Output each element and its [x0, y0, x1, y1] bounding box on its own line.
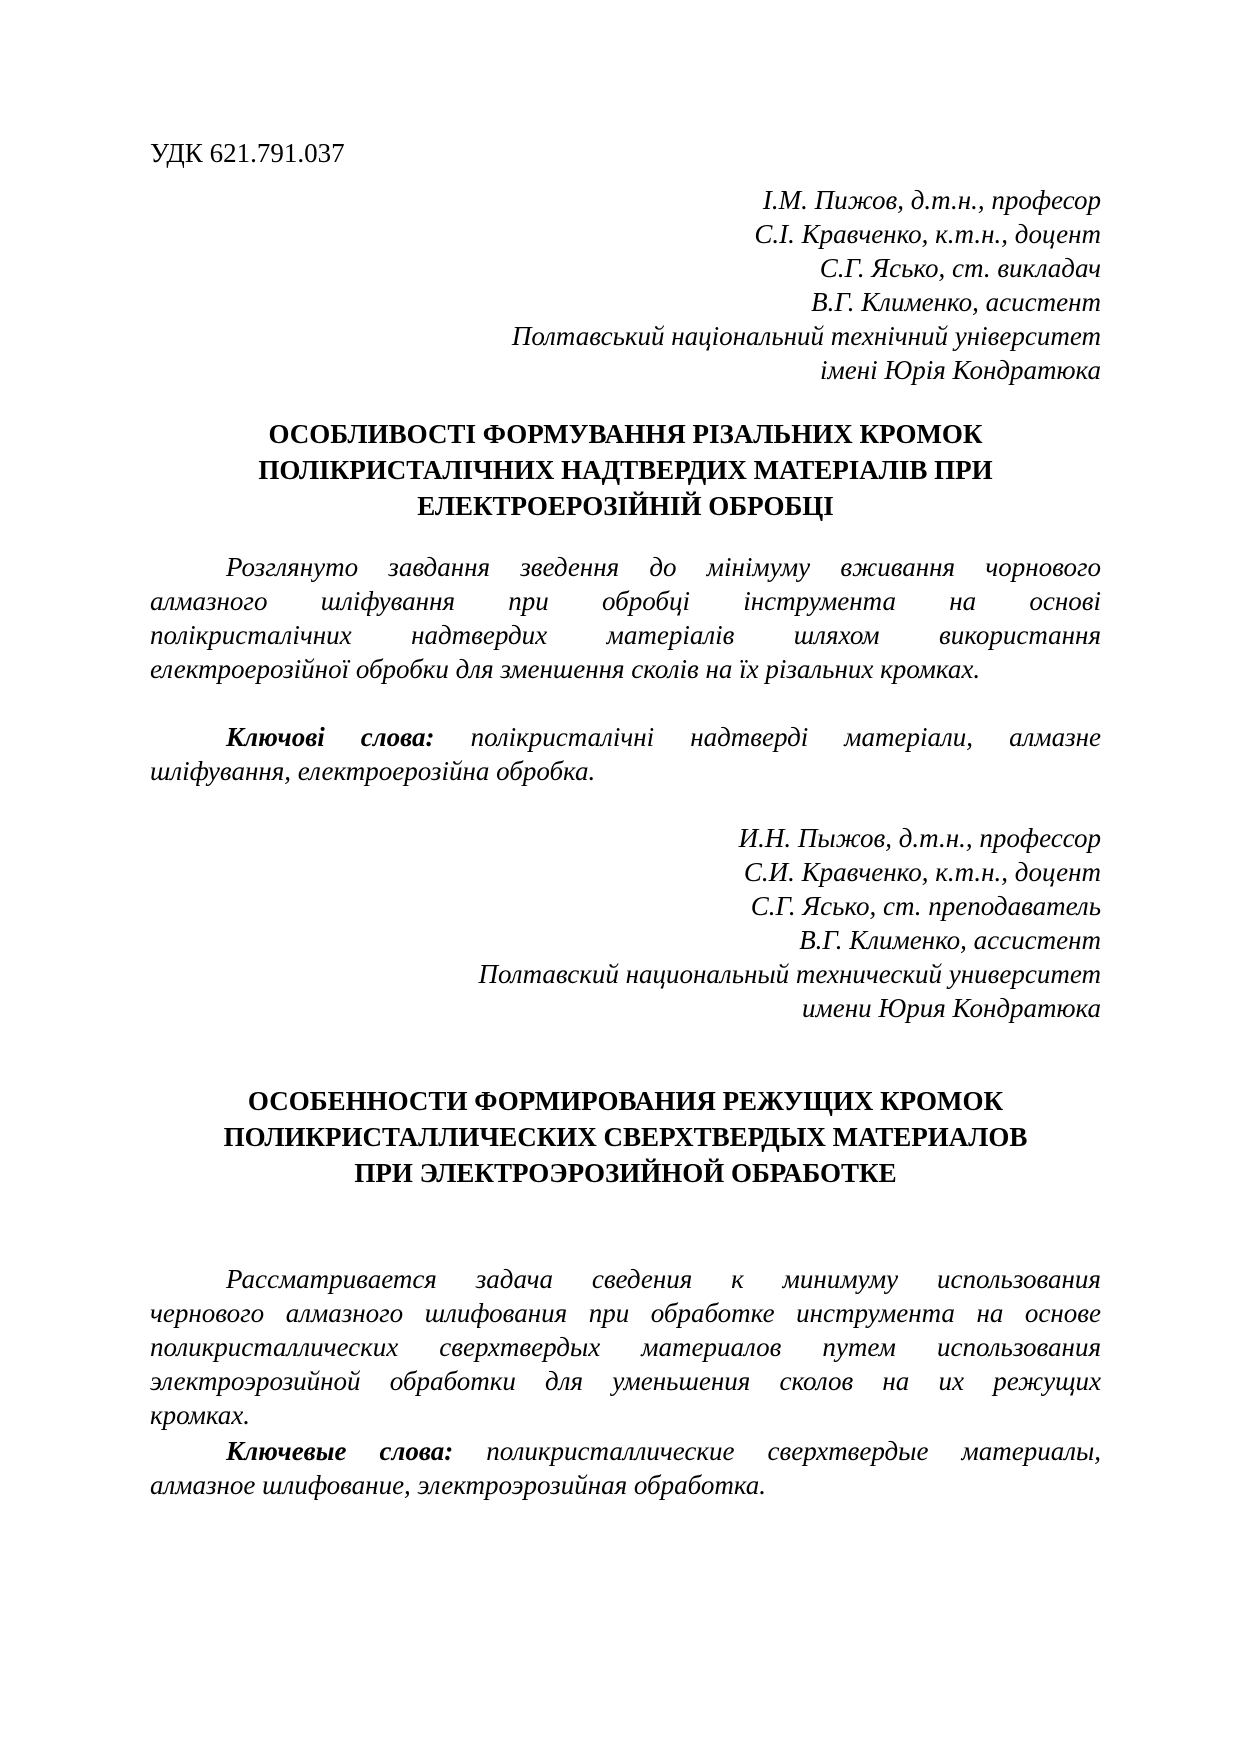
keywords-label: Ключові слова: — [226, 722, 435, 752]
udk-code: УДК 621.791.037 — [150, 138, 345, 168]
author-line: І.М. Пижов, д.т.н., професор — [762, 185, 1101, 215]
ru-title: ОСОБЕННОСТИ ФОРМИРОВАНИЯ РЕЖУЩИХ КРОМОК ПОЛИКРИСТАЛЛИЧЕСКИХ СВЕРХТВЕРДЫХ МАТЕРИАЛОВ ПРИ ЭЛЕКТРОЭРОЗИЙНОЙ ОБРАБОТКЕ — [223, 1086, 1028, 1188]
affiliation-line: Полтавский национальный технический университет — [478, 959, 1101, 989]
author-line: С.Г. Ясько, ст. преподаватель — [750, 891, 1101, 921]
author-line: И.Н. Пыжов, д.т.н., профессор — [738, 823, 1101, 853]
affiliation-line: імені Юрія Кондратюка — [820, 355, 1101, 385]
ru-abstract: Рассматривается задача сведения к минимуму использования чернового алмазного шлифования при обработке инструмента на основе поликристаллических сверхтвердых материалов путем использования электроэрозийной обработки для уменьшения сколов на их режущих кромках. — [150, 1264, 1101, 1430]
keywords-label: Ключевые слова: — [226, 1436, 454, 1466]
ru-authors — [150, 821, 1101, 1025]
author-line: С.И. Кравченко, к.т.н., доцент — [743, 857, 1101, 887]
ua-keywords: Ключові слова: полікристалічні надтверді матеріали, алмазне шліфування, електроерозійна обробка. — [150, 722, 1101, 786]
author-line: В.Г. Клименко, ассистент — [799, 925, 1101, 955]
author-line: В.Г. Клименко, асистент — [811, 287, 1101, 317]
ru-keywords: Ключевые слова: поликристаллические сверхтвердые материалы, алмазное шлифование, электроэрозийная обработка. — [150, 1436, 1101, 1500]
affiliation-line: имени Юрия Кондратюка — [802, 993, 1101, 1023]
ua-authors — [150, 183, 1101, 387]
ua-title: ОСОБЛИВОСТІ ФОРМУВАННЯ РІЗАЛЬНИХ КРОМОК ПОЛІКРИСТАЛІЧНИХ НАДТВЕРДИХ МАТЕРІАЛІВ ПРИ ЕЛЕКТРОЕРОЗІЙНІЙ ОБРОБЦІ — [258, 419, 993, 521]
affiliation-line: Полтавський національний технічний університет — [511, 321, 1101, 351]
author-line: С.Г. Ясько, ст. викладач — [819, 253, 1101, 283]
ua-abstract: Розглянуто завдання зведення до мінімуму вживання чорнового алмазного шліфування при обробці інструмента на основі полікристалічних надтвердих матеріалів шляхом використання електроерозійної обробки для зменшення сколів на їх різальних кромках. — [150, 552, 1101, 684]
author-line: С.І. Кравченко, к.т.н., доцент — [754, 219, 1101, 249]
